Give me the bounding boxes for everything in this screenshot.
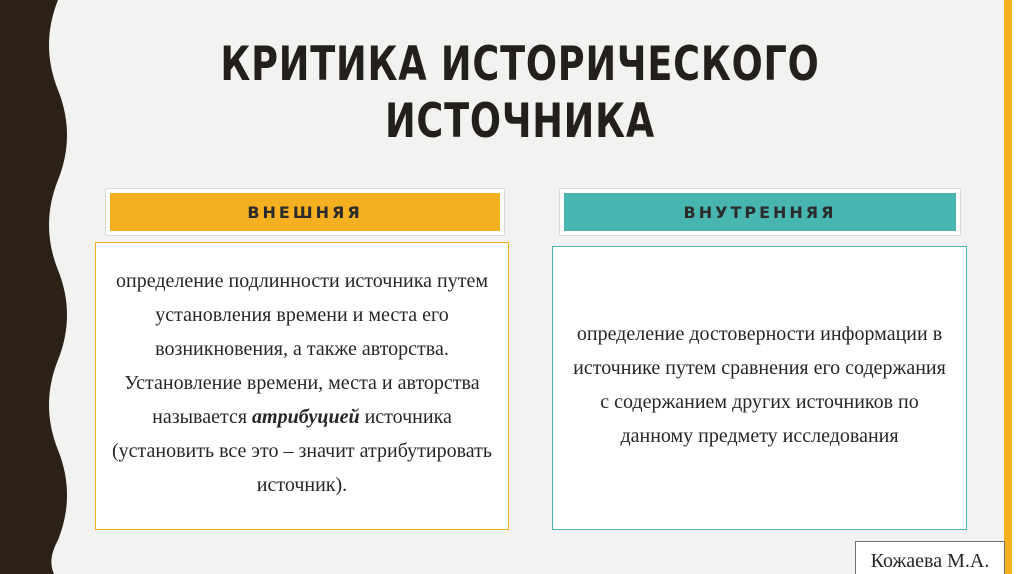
external-text-part-1: определение подлинности источника путем установления времени и места его возникновения, а также авторства. Установление времени, места и авторства называется	[116, 270, 488, 428]
internal-header-label: ВНУТРЕННЯЯ	[683, 202, 837, 222]
external-criticism-description	[95, 242, 509, 530]
author-label	[855, 541, 1005, 574]
attribution-term: атрибуцией	[252, 406, 360, 428]
right-edge-strip	[1012, 0, 1024, 574]
author-name: Кожаева М.А.	[870, 549, 990, 572]
external-header-label: ВНЕШНЯЯ	[247, 202, 363, 222]
external-text-part-2: источника (установить все это – значит атрибутировать источник).	[112, 406, 492, 496]
external-criticism-header	[106, 189, 504, 235]
title-line-1: КРИТИКА ИСТОРИЧЕСКОГО	[220, 37, 820, 92]
title-line-2: ИСТОЧНИКА	[384, 94, 656, 149]
internal-criticism-description	[552, 246, 967, 530]
slide-title	[208, 36, 832, 150]
decorative-wave-bar	[0, 0, 80, 574]
internal-description-text: определение достоверности информации в источнике путем сравнения его содержания с содержанием других источников по данному предмету исследования	[573, 323, 946, 447]
right-accent-stripe	[1004, 0, 1012, 574]
internal-criticism-header	[560, 189, 960, 235]
external-description-text	[106, 264, 498, 502]
